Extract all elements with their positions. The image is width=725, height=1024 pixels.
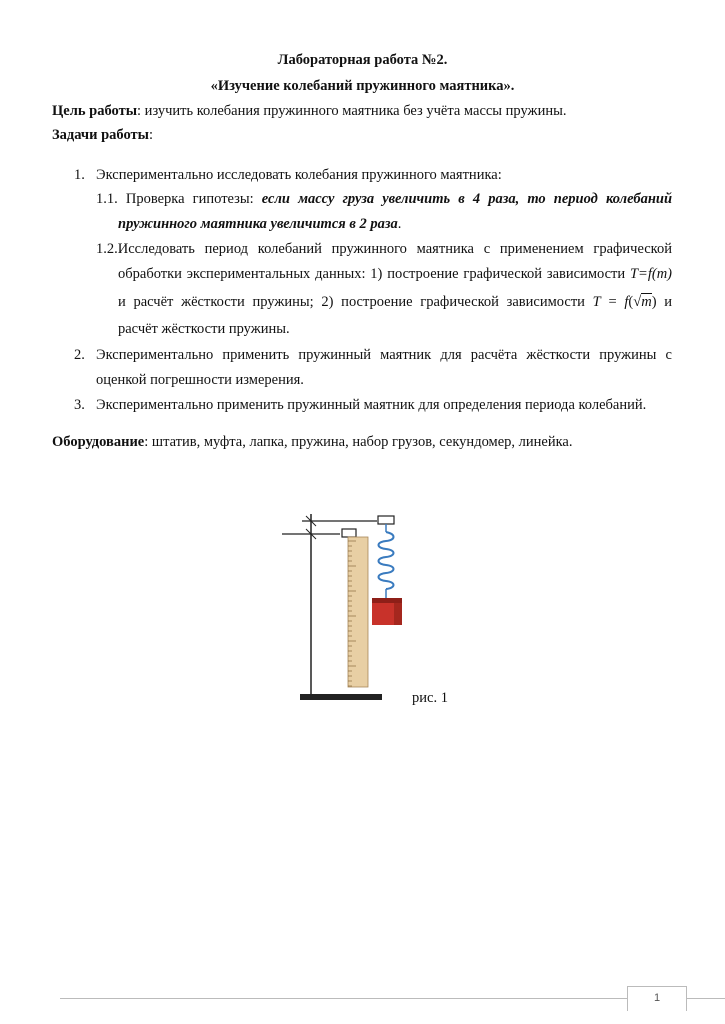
task-1-2-text2: обработки экспериментальных данных: 1) построение графической зависимости xyxy=(118,266,626,282)
goal-paragraph xyxy=(52,103,566,120)
task-1-1-line2 xyxy=(118,216,401,233)
task-1-text: Экспериментально исследовать колебания пружинного маятника: xyxy=(96,167,502,183)
task-3-text: Экспериментально применить пружинный маятник для определения периода колебаний. xyxy=(96,397,647,413)
task-1-1-number: 1.1. xyxy=(96,191,118,207)
page-number: 1 xyxy=(627,986,687,1011)
task-1-1-hypothesis-part2: пружинного маятника увеличится в 2 раза xyxy=(118,216,398,232)
goal-text: : изучить колебания пружинного маятника без учёта массы пружины. xyxy=(137,103,567,119)
task-1-1-hypothesis-part1: если массу груза увеличить в 4 раза, то период колебаний xyxy=(261,191,673,207)
task-1-number: 1. xyxy=(74,167,85,183)
task-2-number: 2. xyxy=(74,347,85,363)
weight-shade xyxy=(394,603,402,625)
ruler-clamp xyxy=(342,529,356,537)
task-3-number: 3. xyxy=(74,397,85,413)
task-1-1-end: . xyxy=(397,216,402,232)
formula-f: f xyxy=(624,294,629,310)
task-2-line1: Экспериментально применить пружинный маятник для расчёта жёсткости пружины с xyxy=(96,347,672,363)
page-title: Лабораторная работа №2. xyxy=(277,52,448,68)
task-1-2-number: 1.2. xyxy=(96,241,118,257)
equipment-label: Оборудование xyxy=(52,434,145,450)
task-1-1-prefix: Проверка гипотезы: xyxy=(125,191,254,207)
task-1-1-line1 xyxy=(96,191,672,208)
pendulum-figure xyxy=(272,508,412,708)
tasks-label: Задачи работы xyxy=(52,127,149,143)
task-1-2-line2 xyxy=(118,266,672,283)
tasks-colon: : xyxy=(148,127,153,143)
task-1-2-line1 xyxy=(96,241,672,258)
sqrt-icon: √ xyxy=(633,294,642,310)
task-1-2-line4: расчёт жёсткости пружины. xyxy=(118,321,290,337)
figure-caption: рис. 1 xyxy=(412,690,448,706)
page-subtitle: «Изучение колебаний пружинного маятника». xyxy=(210,78,515,94)
task-1-2-line3 xyxy=(118,294,672,311)
goal-label: Цель работы xyxy=(52,103,138,119)
formula-m: m xyxy=(641,294,652,310)
task-1-2-text3: и расчёт жёсткости пружины; 2) построение графической зависимости xyxy=(118,294,585,310)
formula-t-of-m: T=f(m) xyxy=(629,266,672,282)
footer-divider xyxy=(60,998,725,999)
equipment-paragraph xyxy=(52,434,573,451)
task-1-2-text1: Исследовать период колебаний пружинного маятника с применением графической xyxy=(117,241,672,257)
spring-clamp xyxy=(378,516,394,524)
formula-equals: = xyxy=(608,294,617,310)
tasks-heading xyxy=(52,127,153,144)
formula-t-of-sqrt-m: T = f(√m) xyxy=(592,294,657,310)
equipment-text: : штатив, муфта, лапка, пружина, набор грузов, секундомер, линейка. xyxy=(144,434,573,450)
task-2-line2: оценкой погрешности измерения. xyxy=(96,372,304,388)
stand-base xyxy=(300,694,382,700)
spring-coil xyxy=(379,532,394,589)
formula-T: T xyxy=(592,294,601,310)
ruler xyxy=(348,537,368,687)
task-1-2-and: и xyxy=(664,294,673,310)
